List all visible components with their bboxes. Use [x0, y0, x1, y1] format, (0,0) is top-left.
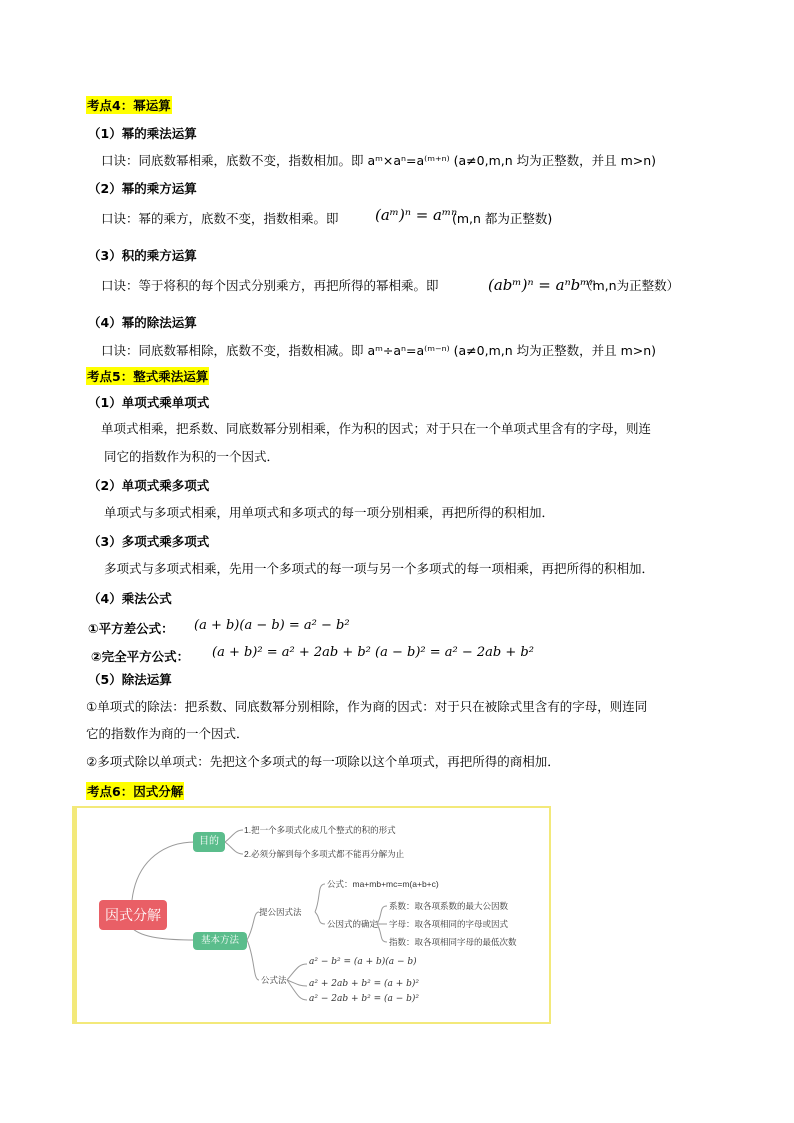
k5-s1-text-a: 单项式相乘，把系数、同底数幂分别相乘，作为积的因式；对于只在一个单项式里含有的字母，则连 [101, 421, 652, 436]
connector-common-coef [377, 906, 387, 924]
goal-item-1: 1.把一个多项式化成几个整式的积的形式 [244, 825, 396, 835]
k5-f1: (a + b)(a − b) = a² − b² [194, 618, 350, 633]
k5-s2-title: （2）单项式乘多项式 [88, 478, 210, 493]
k5-s1-title: （1）单项式乘单项式 [88, 395, 210, 410]
k5-title: 考点5：整式乘法运算 [87, 369, 209, 384]
extract-node: 提公因式法 [259, 907, 302, 917]
k5-s5-text2: ②多项式除以单项式：先把这个多项式的每一项除以这个单项式，再把所得的商相加． [86, 754, 560, 769]
k4-s1-title: （1）幂的乘法运算 [88, 126, 197, 141]
connector-method-extract [247, 912, 259, 940]
connector-method-formula [247, 940, 259, 980]
k4-s3-note: （m,n为正整数） [580, 278, 680, 293]
k5-f2-label: ②完全平方公式： [91, 649, 190, 664]
k4-title: 考点4：幂运算 [87, 98, 171, 113]
k5-f1-label: ①平方差公式： [88, 621, 174, 636]
formula-2: a² + 2ab + b² = (a + b)² [309, 979, 420, 989]
k5-s1-text-b: 同它的指数作为积的一个因式． [104, 449, 280, 464]
k5-s2-text: 单项式与多项式相乘，用单项式和多项式的每一项分别相乘，再把所得的积相加． [104, 505, 555, 520]
common-factor-node: 公因式的确定 [327, 919, 379, 929]
k6-title: 考点6：因式分解 [87, 784, 184, 799]
letter-rule: 字母：取各项相同的字母或因式 [389, 919, 509, 929]
k4-s2-note: (m,n 都为正整数) [452, 211, 553, 226]
k4-s2-formula: (aᵐ)ⁿ = aᵐⁿ [375, 206, 458, 224]
k5-f2: (a + b)² = a² + 2ab + b² (a − b)² = a² − 2ab + b² [212, 645, 534, 660]
connector-goal-2 [225, 842, 243, 854]
connector-fm-1 [287, 964, 307, 980]
goal-node: 目的 [193, 832, 225, 852]
k4-s4-title: （4）幂的除法运算 [88, 315, 197, 330]
method-node: 基本方法 [193, 932, 247, 950]
k5-s3-title: （3）多项式乘多项式 [88, 534, 210, 549]
connector-common-exp [377, 924, 387, 942]
k4-s3-text: 口诀：等于将积的每个因式分别乘方，再把所得的幂相乘。即 [101, 278, 439, 293]
exponent-rule: 指数：取各项相同字母的最低次数 [389, 937, 517, 947]
k4-s4-text: 口诀：同底数幂相除，底数不变，指数相减。即 aᵐ÷aⁿ=a⁽ᵐ⁻ⁿ⁾ (a≠0,m,n 均为正整数，并且 m>n) [101, 343, 657, 358]
connector-extract-formula [315, 884, 325, 912]
connector-root-goal [132, 842, 195, 900]
root-node: 因式分解 [99, 900, 167, 930]
formula-3: a² − 2ab + b² = (a − b)² [309, 994, 420, 1004]
mindmap [72, 806, 551, 1024]
k4-s3-formula: (abᵐ)ⁿ = aⁿbᵐⁿ [488, 276, 596, 294]
k5-s5-text1-b: 它的指数作为商的一个因式． [86, 726, 249, 741]
k4-s2-text: 口诀：幂的乘方，底数不变，指数相乘。即 [101, 211, 339, 226]
k5-s5-text1-a: ①单项式的除法：把系数、同底数幂分别相除，作为商的因式：对于只在被除式里含有的字母，则连同 [86, 699, 648, 714]
k5-s5-title: （5）除法运算 [88, 672, 172, 687]
formula-label: 公式：ma+mb+mc=m(a+b+c) [327, 879, 439, 889]
k4-s1-text: 口诀：同底数幂相乘，底数不变，指数相加。即 aᵐ×aⁿ=a⁽ᵐ⁺ⁿ⁾ (a≠0,m,n 均为正整数，并且 m>n) [101, 153, 657, 168]
connector-goal-1 [225, 830, 243, 842]
connector-extract-common [315, 912, 325, 924]
coef-rule: 系数：取各项系数的最大公因数 [389, 901, 509, 911]
k4-s2-title: （2）幂的乘方运算 [88, 181, 197, 196]
k5-s3-text: 多项式与多项式相乘，先用一个多项式的每一项与另一个多项式的每一项相乘，再把所得的积相加． [104, 561, 655, 576]
k4-s3-title: （3）积的乘方运算 [88, 248, 197, 263]
goal-item-2: 2.必须分解到每个多项式都不能再分解为止 [244, 849, 405, 859]
connector-fm-3 [287, 980, 307, 1000]
k5-s4-title: （4）乘法公式 [88, 591, 172, 606]
formula-method-node: 公式法 [261, 975, 287, 985]
formula-1: a² − b² = (a + b)(a − b) [309, 957, 417, 967]
